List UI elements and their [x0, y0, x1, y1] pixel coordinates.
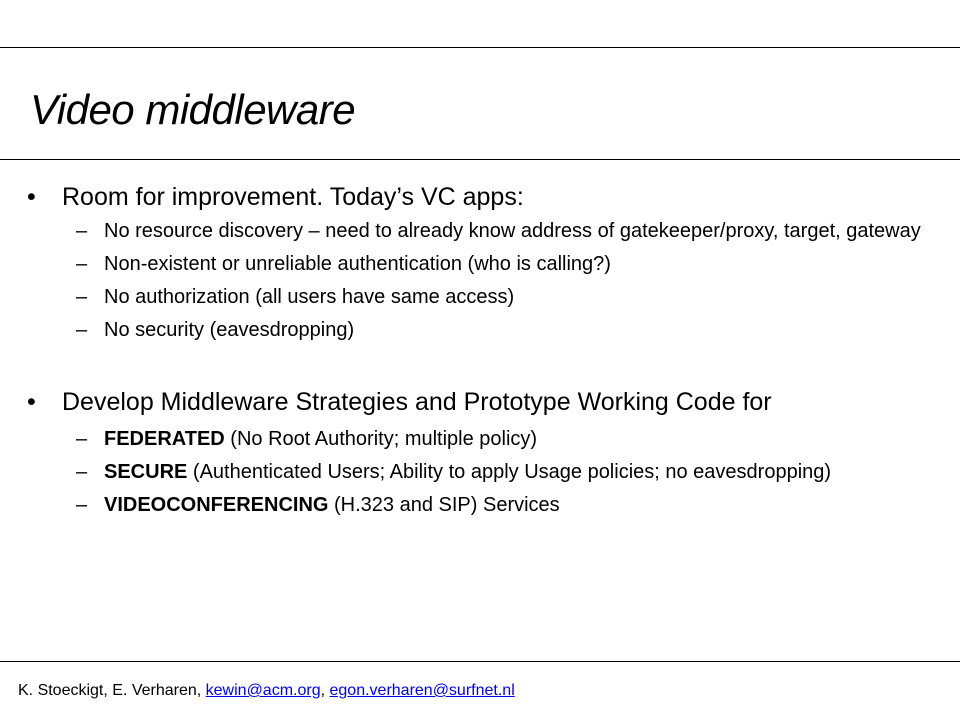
- sub-item-keyword: SECURE: [104, 461, 188, 483]
- dash-icon: –: [76, 253, 88, 275]
- sub-item-text: (H.323 and SIP) Services: [328, 494, 560, 516]
- bullet-develop-middleware: [0, 385, 960, 518]
- sub-item-text: (No Root Authority; multiple policy): [224, 428, 538, 450]
- email-link-kewin[interactable]: kewin@acm.org: [205, 682, 321, 699]
- slide-title: Video middleware: [30, 86, 356, 133]
- sub-item-federated: [62, 426, 940, 452]
- dash-icon: –: [76, 428, 88, 450]
- footer-rule: [0, 661, 960, 662]
- sub-item-text: No resource discovery – need to already know address of gatekeeper/proxy, target, gateway: [104, 220, 921, 242]
- sub-item-keyword: FEDERATED: [104, 428, 225, 450]
- bullet-dot-icon: •: [27, 388, 36, 416]
- top-rule: [0, 47, 960, 48]
- sub-item-text: (Authenticated Users; Ability to apply Usage policies; no eavesdropping): [187, 461, 832, 483]
- sub-list: [62, 426, 940, 518]
- sub-item-text: Non-existent or unreliable authentication (who is calling?): [104, 253, 611, 275]
- sub-item-security: [62, 317, 940, 343]
- dash-icon: –: [76, 319, 88, 341]
- sub-item-keyword: VIDEOCONFERENCING: [104, 494, 329, 516]
- slide-body: [0, 180, 960, 525]
- sub-item-resource-discovery: [62, 218, 940, 244]
- dash-icon: –: [76, 220, 88, 242]
- sub-item-secure: [62, 459, 940, 485]
- bullet-room-for-improvement: [0, 180, 960, 343]
- title-rule: [0, 159, 960, 160]
- footer-authors: K. Stoeckigt, E. Verharen,: [18, 682, 206, 699]
- sub-item-text: No security (eavesdropping): [104, 319, 355, 341]
- dash-icon: –: [76, 494, 88, 516]
- sub-item-authorization: [62, 284, 940, 310]
- sub-list: [62, 218, 940, 343]
- dash-icon: –: [76, 461, 88, 483]
- footer: [18, 681, 515, 701]
- sub-item-videoconferencing: [62, 492, 940, 518]
- sub-item-text: No authorization (all users have same access): [104, 286, 515, 308]
- sub-item-authentication: [62, 251, 940, 277]
- dash-icon: –: [76, 286, 88, 308]
- email-link-egon[interactable]: egon.verharen@surfnet.nl: [329, 682, 515, 699]
- bullet-text: Room for improvement. Today’s VC apps:: [62, 183, 524, 211]
- bullet-dot-icon: •: [27, 183, 36, 211]
- bullet-text: Develop Middleware Strategies and Prototype Working Code for: [62, 388, 772, 416]
- footer-separator: ,: [320, 682, 330, 699]
